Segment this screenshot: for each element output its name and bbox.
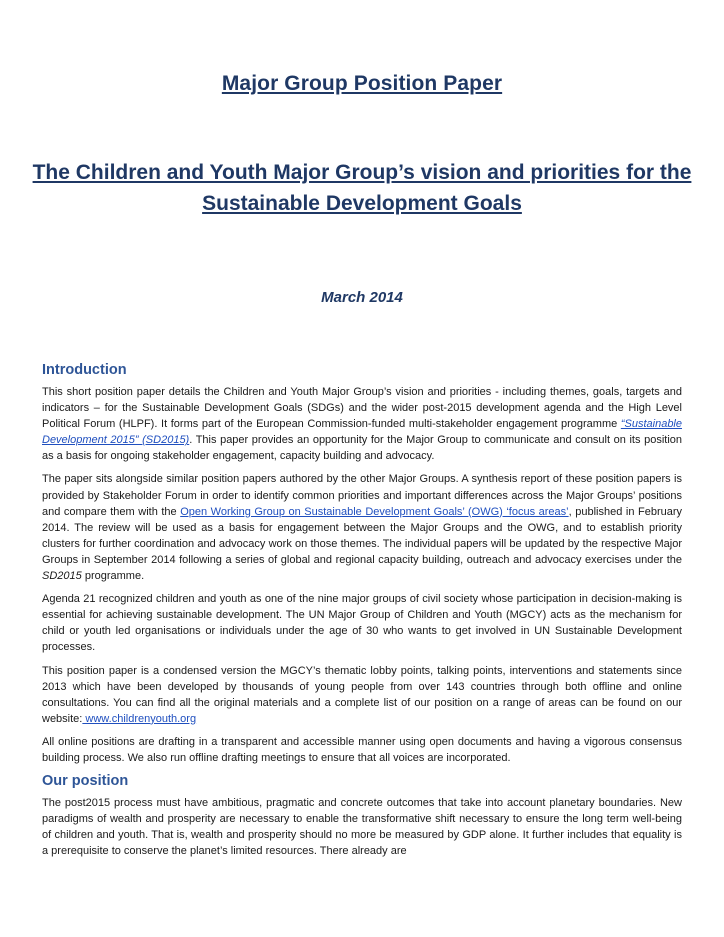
intro-p4-text: This position paper is a condensed version the MGCY’s thematic lobby points, talking points, interventions and statements since 2013 which have been developed by thousands of young people from over 143 countries through both offline and online consultations. You can find all the original materials and a complete list of our position on a range of areas can be found on our website:: [42, 664, 682, 725]
owg-focus-areas-link[interactable]: Open Working Group on Sustainable Development Goals’ (OWG) ‘focus areas’: [180, 505, 569, 518]
intro-paragraph-2: [42, 471, 682, 584]
document-subtitle: The Children and Youth Major Group’s vision and priorities for the Sustainable Development Goals: [32, 161, 692, 215]
intro-paragraph-3: Agenda 21 recognized children and youth as one of the nine major groups of civil society whose participation in decision-making is essential for achieving sustainable development. The UN Major Group of Children and Youth (MGCY) acts as the mechanism for child or youth led organisations or individuals under the age of 30 who wants to get involved in UN Sustainable Development processes.: [42, 593, 682, 654]
our-position-heading: Our position: [42, 773, 129, 790]
intro-p2-text-mid: , published in February 2014. The review will be used as a basis for engagement between the Major Groups and the OWG, and to establish priority clusters for further coordination and advocacy work on those themes. The individual papers will be updated by the respective Major Groups in September 2014 following a series of global and regional capacity building, outreach and advocacy exercises under the: [42, 505, 683, 566]
document-title: Major Group Position Paper: [221, 72, 503, 95]
introduction-heading: Introduction: [42, 362, 127, 378]
intro-paragraph-1: [42, 384, 682, 464]
intro-paragraph-4: [42, 663, 682, 727]
position-paragraph-1: The post2015 process must have ambitious, pragmatic and concrete outcomes that take into account planetary boundaries. New paradigms of wealth and prosperity are necessary to enable the transformative shift necessary to ensure the long term well-being of children and youth. That is, wealth and prosperity should no more be measured by GDP alone. It further includes that equality is a prerequisite to conserve the planet’s limited resources. There already are: [42, 797, 682, 858]
intro-p2-text-end: programme.: [81, 570, 145, 583]
document-body: [42, 362, 682, 866]
sd2015-link-text: “Sustainable Development 2015” (SD2015): [42, 418, 682, 447]
intro-paragraph-5: All online positions are drafting in a transparent and accessible manner using open documents and having a vigorous consensus building process. We also run offline drafting meetings to ensure that all voices are incorporated.: [42, 735, 682, 764]
intro-p1-text-end: . This paper provides an opportunity for the Major Group to communicate and consult on its position as a basis for ongoing stakeholder engagement, capacity building and advocacy.: [42, 434, 683, 463]
document-date: March 2014: [321, 289, 403, 306]
intro-p2-text: The paper sits alongside similar position papers authored by the other Major Groups. A synthesis report of these position papers is provided by Stakeholder Forum in order to identify common priorities and important differences across the Major Groups’ positions and compare them with the: [42, 473, 682, 518]
sd2015-italic: SD2015: [42, 570, 82, 583]
intro-p1-text: This short position paper details the Children and Youth Major Group’s vision and priorities - including themes, goals, targets and indicators – for the Sustainable Development Goals (SDGs) and the wider post-2015 development agenda and the High Level Political Forum (HLPF). It forms part of the European Commission-funded multi-stakeholder engagement programme: [42, 386, 682, 431]
website-link[interactable]: www.childrenyouth.org: [82, 712, 197, 725]
